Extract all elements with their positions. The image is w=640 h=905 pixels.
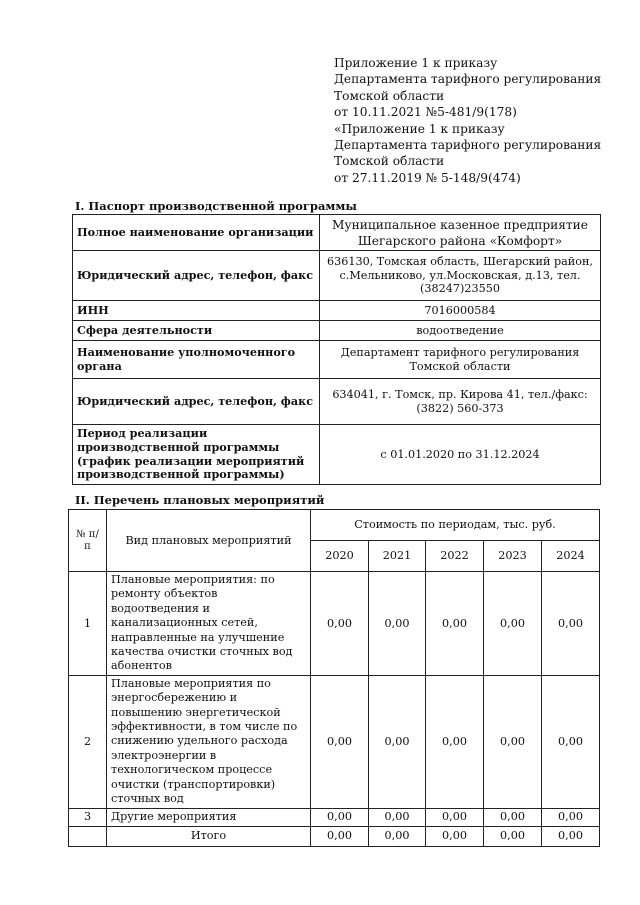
passport-key: Юридический адрес, телефон, факс (73, 379, 320, 425)
table-row (73, 251, 601, 301)
table-row (73, 379, 601, 425)
passport-table (72, 214, 601, 485)
appendix-header (334, 55, 624, 186)
passport-value: 7016000584 (320, 301, 601, 321)
year-header: 2020 (311, 541, 369, 572)
year-header: 2023 (484, 541, 542, 572)
table-row (73, 215, 601, 251)
appendix-line: «Приложение 1 к приказу (334, 121, 505, 136)
appendix-line: Департамента тарифного регулирования (334, 138, 602, 153)
cost-cell: 0,00 (484, 808, 542, 826)
table-row (69, 572, 600, 676)
cost-cell: 0,00 (311, 675, 369, 808)
row-description: Плановые мероприятия: по ремонту объектов водоотведения и канализационных сетей, направленные на улучшение качества очистки сточных вод абонентов (107, 572, 311, 676)
appendix-line: Томской области (334, 88, 445, 103)
cost-cell: 0,00 (426, 675, 484, 808)
table-row (73, 425, 601, 485)
passport-key: Наименование уполномоченного органа (73, 341, 320, 379)
appendix-line: от 10.11.2021 №5-481/9(178) (334, 105, 517, 120)
table-row (73, 321, 601, 341)
row-description: Другие мероприятия (107, 808, 311, 826)
passport-value: 634041, г. Томск, пр. Кирова 41, тел./факс: (3822) 560-373 (320, 379, 601, 425)
total-cell: 0,00 (484, 826, 542, 846)
table-row (73, 341, 601, 379)
year-header: 2021 (369, 541, 426, 572)
total-cell: 0,00 (426, 826, 484, 846)
row-description: Плановые мероприятия по энергосбережению и повышению энергетической эффективности, в том числе по снижению удельного расхода электроэнергии в технологическом процессе очистки (транспортировки) сточных вод (107, 675, 311, 808)
year-header: 2022 (426, 541, 484, 572)
section2-title: II. Перечень плановых мероприятий (75, 493, 325, 507)
cost-cell: 0,00 (542, 808, 600, 826)
passport-key: Юридический адрес, телефон, факс (73, 251, 320, 301)
passport-key: Полное наименование организации (73, 215, 320, 251)
total-empty-cell (69, 826, 107, 846)
table-row (73, 301, 601, 321)
cost-cell: 0,00 (369, 808, 426, 826)
cost-cell: 0,00 (542, 572, 600, 676)
cost-cell: 0,00 (426, 572, 484, 676)
header-row (69, 510, 600, 541)
col-number-header: № п/п (69, 510, 107, 572)
row-number: 3 (69, 808, 107, 826)
row-number: 1 (69, 572, 107, 676)
cost-cell: 0,00 (484, 675, 542, 808)
passport-key: ИНН (73, 301, 320, 321)
cost-cell: 0,00 (542, 675, 600, 808)
total-row (69, 826, 600, 846)
passport-value: Департамент тарифного регулирования Томской области (320, 341, 601, 379)
appendix-line: Приложение 1 к приказу (334, 56, 498, 70)
section1-title: I. Паспорт производственной программы (75, 199, 357, 213)
appendix-line: Департамента тарифного регулирования (334, 72, 602, 87)
year-header: 2024 (542, 541, 600, 572)
measures-table (68, 509, 600, 847)
table-row (69, 808, 600, 826)
row-number: 2 (69, 675, 107, 808)
cost-cell: 0,00 (369, 572, 426, 676)
col-cost-header: Стоимость по периодам, тыс. руб. (311, 510, 600, 541)
passport-key: Период реализации производственной программы (график реализации мероприятий производственной программы) (73, 425, 320, 485)
passport-key: Сфера деятельности (73, 321, 320, 341)
col-name-header: Вид плановых мероприятий (107, 510, 311, 572)
appendix-line: Томской области (334, 154, 445, 169)
cost-cell: 0,00 (369, 675, 426, 808)
passport-value: Муниципальное казенное предприятие Шегарского района «Комфорт» (320, 215, 601, 251)
cost-cell: 0,00 (311, 572, 369, 676)
total-label: Итого (107, 826, 311, 846)
total-cell: 0,00 (369, 826, 426, 846)
cost-cell: 0,00 (311, 808, 369, 826)
table-row (69, 675, 600, 808)
passport-value: 636130, Томская область, Шегарский район, с.Мельниково, ул.Московская, д.13, тел. (38247)23550 (320, 251, 601, 301)
passport-value: водоотведение (320, 321, 601, 341)
total-cell: 0,00 (542, 826, 600, 846)
cost-cell: 0,00 (426, 808, 484, 826)
total-cell: 0,00 (311, 826, 369, 846)
cost-cell: 0,00 (484, 572, 542, 676)
appendix-line: от 27.11.2019 № 5-148/9(474) (334, 170, 521, 185)
passport-value: с 01.01.2020 по 31.12.2024 (320, 425, 601, 485)
